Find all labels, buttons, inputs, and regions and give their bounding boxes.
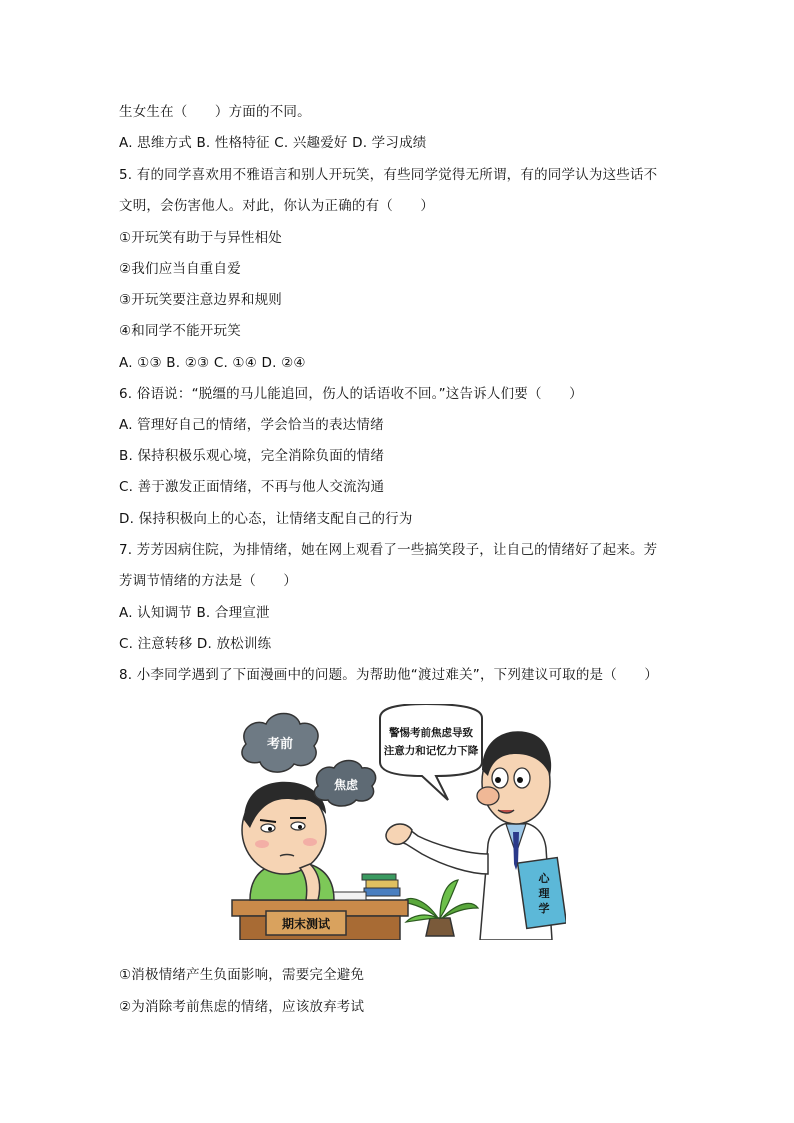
text-line: 生女生在（ ）方面的不同。 [119,104,311,120]
text-line: ②我们应当自重自爱 [119,261,241,277]
cloud-label-anxiety: 焦虑 [333,778,359,792]
books-icon [326,874,400,900]
text-line: C. 注意转移 D. 放松训练 [119,636,272,652]
book-label-char: 学 [538,902,550,915]
worry-cloud-icon [314,761,375,807]
speech-bubble [380,704,482,800]
text-line: 6. 俗语说：“脱缰的马儿能追回，伤人的话语收不回。”这告诉人们要（ ） [119,386,583,402]
cartoon-illustration [226,704,566,940]
text-line: ②为消除考前焦虑的情绪，应该放弃考试 [119,999,365,1015]
text-line: A. 管理好自己的情绪，学会恰当的表达情绪 [119,417,384,433]
text-line: C. 善于激发正面情绪，不再与他人交流沟通 [119,479,385,495]
text-line: ①消极情绪产生负面影响，需要完全避免 [119,967,365,983]
text-line: 芳调节情绪的方法是（ ） [119,573,298,589]
worry-cloud-icon [242,714,318,773]
text-line: 7. 芳芳因病住院，为排情绪，她在网上观看了一些搞笑段子，让自己的情绪好了起来。芳 [119,542,658,558]
text-line: 5. 有的同学喜欢用不雅语言和别人开玩笑，有些同学觉得无所谓，有的同学认为这些话不 [119,167,658,183]
speech-line-1: 警惕考前焦虑导致 [389,727,473,739]
text-line: 文明，会伤害他人。对此，你认为正确的有（ ） [119,198,435,214]
text-line: 8. 小李同学遇到了下面漫画中的问题。为帮助他“渡过难关”，下列建议可取的是（ ） [119,667,659,683]
plant-icon [402,880,478,936]
text-line: B. 保持积极乐观心境，完全消除负面的情绪 [119,448,385,464]
text-line: D. 保持积极向上的心态，让情绪支配自己的行为 [119,511,413,527]
desk [232,900,408,940]
text-line: A. 认知调节 B. 合理宣泄 [119,605,270,621]
book-label-char: 理 [538,887,550,900]
text-line: A. 思维方式 B. 性格特征 C. 兴趣爱好 D. 学习成绩 [119,135,427,151]
desk-label: 期末测试 [281,917,331,931]
book-label-char: 心 [538,872,550,885]
text-line: ④和同学不能开玩笑 [119,323,241,339]
text-line: A. ①③ B. ②③ C. ①④ D. ②④ [119,355,306,371]
text-line: ③开玩笑要注意边界和规则 [119,292,283,308]
text-line: ①开玩笑有助于与异性相处 [119,230,283,246]
cloud-label-exam: 考前 [266,737,294,752]
speech-line-2: 注意力和记忆力下降 [383,745,479,757]
